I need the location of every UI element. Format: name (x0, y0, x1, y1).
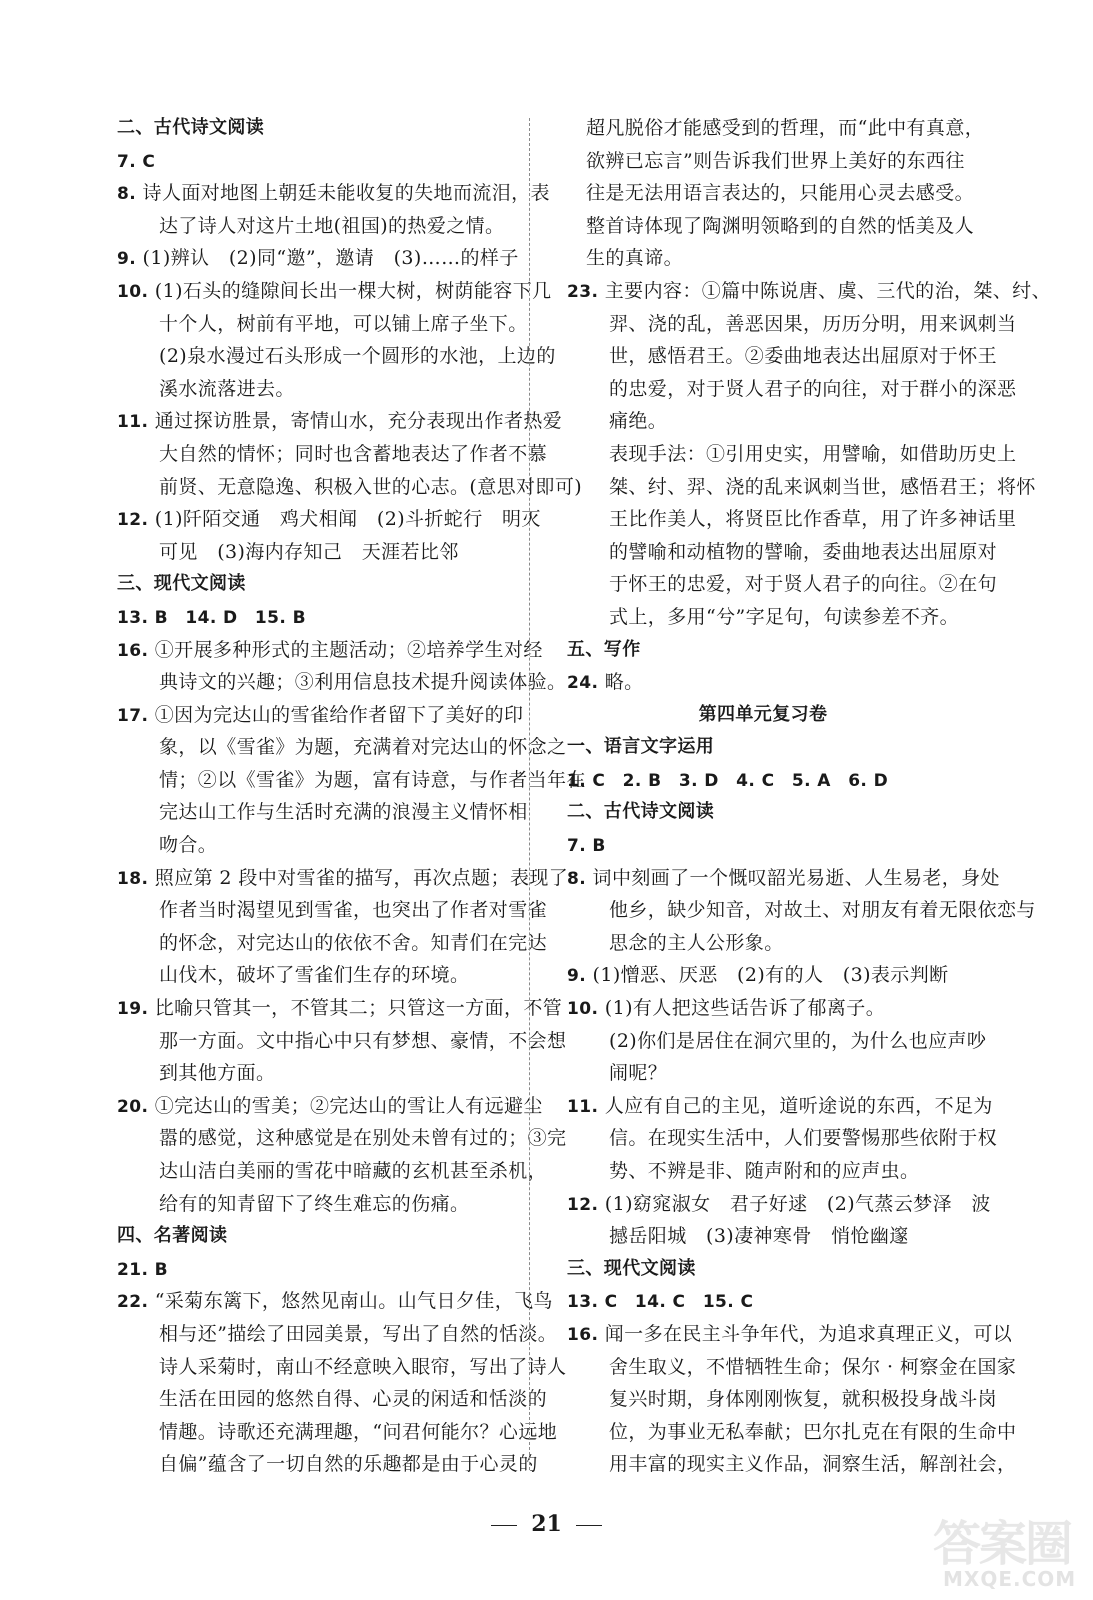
line-text: 词中刻画了一个慨叹韶光易逝、人生易老，身处 (592, 866, 1000, 889)
answer-line (117, 959, 507, 992)
question-number: 22. (117, 1292, 149, 1313)
answer-line (567, 112, 985, 145)
answer-line (117, 503, 541, 536)
answer-line (567, 764, 959, 797)
question-number: 12. (117, 510, 149, 531)
section-heading (117, 112, 507, 145)
footer-dash-left (491, 1525, 517, 1526)
answer-line (117, 699, 524, 732)
answer-line (567, 601, 959, 634)
line-text: 到其他方面。 (159, 1062, 276, 1085)
answer-line (117, 1416, 558, 1449)
question-number: 19. (117, 999, 149, 1020)
line-text: 三、现代文阅读 (117, 573, 246, 595)
line-text: 生的真谛。 (586, 247, 684, 270)
answer-line (567, 1057, 959, 1090)
answer-line (567, 308, 1017, 341)
answer-line (117, 1253, 507, 1286)
watermark-main: 答案圈 (933, 1516, 1072, 1572)
answer-line (567, 862, 1000, 895)
answer-line (567, 340, 998, 373)
question-number: 20. (117, 1096, 149, 1117)
line-text: 欲辨已忘言”则告诉我们世界上美好的东西往 (586, 149, 965, 172)
line-text: 相与还”描绘了田园美景，写出了自然的恬淡。 (159, 1322, 558, 1345)
line-text: ①开展多种形式的主题活动；②培养学生对经 (154, 638, 543, 661)
answer-line (567, 405, 959, 438)
answer-line (117, 829, 507, 862)
line-text: 复兴时期，身体刚刚恢复，就积极投身战斗岗 (609, 1388, 998, 1411)
section-heading (117, 568, 507, 601)
question-number: 16. (117, 640, 149, 661)
question-number: 24. (567, 673, 599, 694)
line-text: 山伐木，破坏了雪雀们生存的环境。 (159, 964, 470, 987)
line-text: 自偏”蕴含了一切自然的乐趣都是由于心灵的 (159, 1453, 538, 1476)
answer-line (567, 210, 975, 243)
answer-line (117, 1025, 567, 1058)
line-text: 思念的主人公形象。 (609, 931, 784, 954)
answer-line (117, 1285, 553, 1318)
line-text: 象，以《雪雀》为题，充满着对完达山的怀念之 (159, 736, 567, 759)
line-text: ①因为完达山的雪雀给作者留下了美好的印 (154, 703, 524, 726)
question-number: 21. B (117, 1259, 168, 1280)
question-number: 16. (567, 1324, 599, 1345)
answer-line (567, 145, 965, 178)
answer-line (567, 1318, 1013, 1351)
answer-line (567, 1416, 1017, 1449)
line-text: 十个人，树前有平地，可以铺上席子坐下。 (159, 312, 528, 335)
answer-line (567, 275, 1051, 308)
answer-line (117, 1090, 543, 1123)
question-number: 11. (567, 1096, 599, 1117)
line-text: (1)窈窕淑女 君子好逑 (2)气蒸云梦泽 波 (604, 1192, 991, 1215)
line-text: 的譬喻和动植物的譬喻，委曲地表达出屈原对 (609, 540, 998, 563)
section-heading (567, 634, 959, 667)
question-number: 13. B 14. D 15. B (117, 607, 306, 628)
answer-line (117, 1155, 548, 1188)
line-text: 给有的知青留下了终生难忘的伤痛。 (159, 1192, 470, 1215)
line-text: (1)阡陌交通 鸡犬相闻 (2)斗折蛇行 明灭 (154, 508, 541, 531)
line-text: 整首诗体现了陶渊明领略到的自然的恬美及人 (586, 214, 975, 237)
answer-line (567, 1351, 1017, 1384)
line-text: (1)有人把这些话告诉了郁离子。 (604, 997, 886, 1020)
question-number: 9. (117, 249, 137, 270)
line-text: (2)你们是居住在洞穴里的，为什么也应声吵 (609, 1029, 987, 1052)
answer-line (567, 1220, 959, 1253)
answer-line (117, 177, 550, 210)
answer-line (567, 829, 959, 862)
answer-line (567, 1383, 998, 1416)
line-text: 主要内容：①篇中陈说唐、虞、三代的治，桀、纣、 (604, 279, 1051, 302)
section-heading (567, 796, 959, 829)
watermark-sub: MXQE.COM (943, 1567, 1077, 1591)
question-number: 12. (567, 1194, 599, 1215)
answer-line (117, 275, 552, 308)
line-text: 用丰富的现实主义作品，洞察生活，解剖社会， (609, 1453, 1017, 1476)
line-text: (1)石头的缝隙间长出一棵大树，树荫能容下几 (154, 279, 552, 302)
question-number: 13. C 14. C 15. C (567, 1292, 754, 1313)
answer-line (117, 210, 507, 243)
question-number: 23. (567, 281, 599, 302)
line-text: 位，为事业无私奉献；巴尔扎克在有限的生命中 (609, 1420, 1017, 1443)
line-text: 比喻只管其一，不管其二；只管这一方面，不管 (154, 997, 563, 1020)
answer-line (117, 1318, 558, 1351)
line-text: 式上，多用“兮”字足句，句读参差不齐。 (609, 605, 960, 628)
answer-line (567, 536, 998, 569)
answer-line (117, 438, 548, 471)
answer-line (117, 1448, 538, 1481)
line-text: 可见 (3)海内存知己 天涯若比邻 (159, 540, 459, 563)
line-text: (1)辨认 (2)同“邀”，邀请 (3)……的样子 (142, 247, 519, 270)
answer-line (567, 471, 1036, 504)
answer-line (117, 340, 556, 373)
answer-line (567, 992, 959, 1025)
answer-line (567, 1155, 959, 1188)
line-text: 往是无法用语言表达的，只能用心灵去感受。 (586, 182, 975, 205)
question-number: 7. B (567, 836, 606, 857)
question-number: 1. C 2. B 3. D 4. C 5. A 6. D (567, 770, 889, 791)
answer-line (117, 373, 507, 406)
answer-line (567, 1090, 993, 1123)
line-text: 生活在田园的悠然自得、心灵的闲适和恬淡的 (159, 1388, 548, 1411)
line-text: 二、古代诗文阅读 (567, 801, 715, 823)
answer-line (117, 536, 507, 569)
answer-line (567, 373, 1017, 406)
answer-line (117, 601, 507, 634)
line-text: 人应有自己的主见，道听途说的东西，不足为 (604, 1094, 993, 1117)
answer-line (117, 634, 543, 667)
answer-line (117, 1383, 548, 1416)
line-text: 那一方面。文中指心中只有梦想、豪情，不会想 (159, 1029, 567, 1052)
line-text: 达了诗人对这片土地(祖国)的热爱之情。 (159, 214, 505, 237)
unit-title (567, 699, 959, 732)
answer-line (567, 242, 959, 275)
line-text: 照应第 2 段中对雪雀的描写，再次点题；表现了 (154, 866, 569, 889)
question-number: 8. (117, 184, 137, 205)
line-text: 达山洁白美丽的雪花中暗藏的玄机甚至杀机， (159, 1160, 548, 1182)
line-text: 舍生取义，不惜牺牲生命；保尔 · 柯察金在国家 (609, 1355, 1017, 1378)
answer-line (567, 1285, 959, 1318)
answer-line (117, 1188, 507, 1221)
answer-line (117, 145, 507, 178)
answer-line (117, 764, 586, 797)
question-number: 7. C (117, 151, 156, 172)
line-text: 五、写作 (567, 638, 641, 660)
answer-line (567, 1188, 991, 1221)
answer-line (117, 242, 519, 275)
line-text: 第四单元复习卷 (698, 703, 828, 725)
answer-line (567, 1448, 1017, 1481)
line-text: 闹呢？ (609, 1062, 668, 1085)
answer-line (117, 666, 567, 699)
answer-line (117, 894, 548, 927)
footer-dash-right (576, 1525, 602, 1526)
line-text: 二、古代诗文阅读 (117, 117, 265, 138)
right-column (567, 112, 1051, 1481)
line-text: 大自然的情怀；同时也含蓄地表达了作者不慕 (159, 442, 548, 465)
question-number: 10. (567, 999, 599, 1020)
line-text: 情趣。诗歌还充满理趣，“问君何能尔？心远地 (159, 1420, 558, 1443)
answer-line (117, 1351, 567, 1384)
line-text: 吻合。 (159, 834, 218, 857)
section-heading (117, 1220, 507, 1253)
answer-line (567, 438, 1017, 471)
answer-line (567, 503, 1017, 536)
line-text: 四、名著阅读 (117, 1225, 228, 1247)
column-divider (529, 118, 530, 1470)
section-heading (567, 731, 959, 764)
page-number: 21 (531, 1511, 562, 1537)
question-number: 8. (567, 868, 587, 889)
line-text: ①完达山的雪美；②完达山的雪让人有远避尘 (154, 1094, 543, 1117)
line-text: 闻一多在民主斗争年代，为追求真理正义，可以 (604, 1322, 1013, 1345)
line-text: “采菊东篱下，悠然见南山。山气日夕佳，飞鸟 (154, 1290, 553, 1313)
question-number: 11. (117, 412, 149, 433)
line-text: 撼岳阳城 (3)凄神寒骨 悄怆幽邃 (609, 1225, 909, 1248)
line-text: 一、语言文字运用 (567, 736, 715, 758)
line-text: 痛绝。 (609, 410, 668, 433)
line-text: 三、现代文阅读 (567, 1257, 696, 1279)
answer-line (117, 471, 583, 504)
question-number: 9. (567, 966, 587, 987)
watermark-logo (925, 1505, 1085, 1600)
line-text: 的怀念，对完达山的依依不舍。知青们在完达 (159, 931, 548, 954)
line-text: 完达山工作与生活时充满的浪漫主义情怀相 (159, 801, 528, 824)
answer-line (117, 308, 528, 341)
line-text: 表现手法：①引用史实，用譬喻，如借助历史上 (609, 442, 1017, 465)
line-text: 情；②以《雪雀》为题，富有诗意，与作者当年在 (159, 768, 586, 791)
line-text: 超凡脱俗才能感受到的哲理，而“此中有真意， (586, 117, 985, 139)
answer-line (117, 927, 548, 960)
answer-line (567, 568, 998, 601)
answer-line (117, 992, 563, 1025)
line-text: 他乡，缺少知音，对故土、对朋友有着无限依恋与 (609, 899, 1036, 922)
line-text: 典诗文的兴趣；③利用信息技术提升阅读体验。 (159, 671, 567, 694)
line-text: 前贤、无意隐逸、积极入世的心志。(意思对即可) (159, 475, 583, 498)
line-text: 嚣的感觉，这种感觉是在别处未曾有过的；③完 (159, 1127, 567, 1150)
answer-line (567, 666, 959, 699)
line-text: 诗人面对地图上朝廷未能收复的失地而流泪，表 (142, 182, 550, 205)
line-text: 通过探访胜景，寄情山水，充分表现出作者热爱 (154, 410, 563, 433)
line-text: 势、不辨是非、随声附和的应声虫。 (609, 1160, 920, 1182)
line-text: 诗人采菊时，南山不经意映入眼帘，写出了诗人 (159, 1355, 567, 1378)
line-text: 王比作美人，将贤臣比作香草，用了许多神话里 (609, 508, 1017, 531)
line-text: 世，感悟君王。②委曲地表达出屈原对于怀王 (609, 345, 998, 368)
answer-line (117, 405, 563, 438)
line-text: (1)憎恶、厌恶 (2)有的人 (3)表示判断 (592, 964, 949, 987)
line-text: 的忠爱，对于贤人君子的向往，对于群小的深恶 (609, 377, 1017, 400)
answer-line (117, 862, 569, 895)
answer-line (117, 731, 567, 764)
line-text: 信。在现实生活中，人们要警惕那些依附于权 (609, 1127, 998, 1150)
answer-line (117, 1057, 507, 1090)
line-text: 于怀王的忠爱，对于贤人君子的向往。②在句 (609, 573, 998, 596)
question-number: 17. (117, 705, 149, 726)
line-text: 作者当时渴望见到雪雀，也突出了作者对雪雀 (159, 899, 548, 922)
answer-line (567, 927, 959, 960)
line-text: 溪水流落进去。 (159, 377, 295, 400)
question-number: 10. (117, 281, 149, 302)
answer-line (567, 894, 1036, 927)
line-text: 略。 (604, 671, 644, 694)
answer-line (567, 959, 959, 992)
line-text: 羿、浇的乱，善恶因果，历历分明，用来讽刺当 (609, 312, 1017, 335)
section-heading (567, 1253, 959, 1286)
answer-line (117, 1122, 567, 1155)
answer-line (117, 796, 528, 829)
answer-line (567, 1025, 987, 1058)
question-number: 18. (117, 868, 149, 889)
line-text: (2)泉水漫过石头形成一个圆形的水池，上边的 (159, 345, 556, 368)
answer-line (567, 1122, 998, 1155)
answer-line (567, 177, 975, 210)
line-text: 桀、纣、羿、浇的乱来讽刺当世，感悟君王；将怀 (609, 475, 1036, 498)
